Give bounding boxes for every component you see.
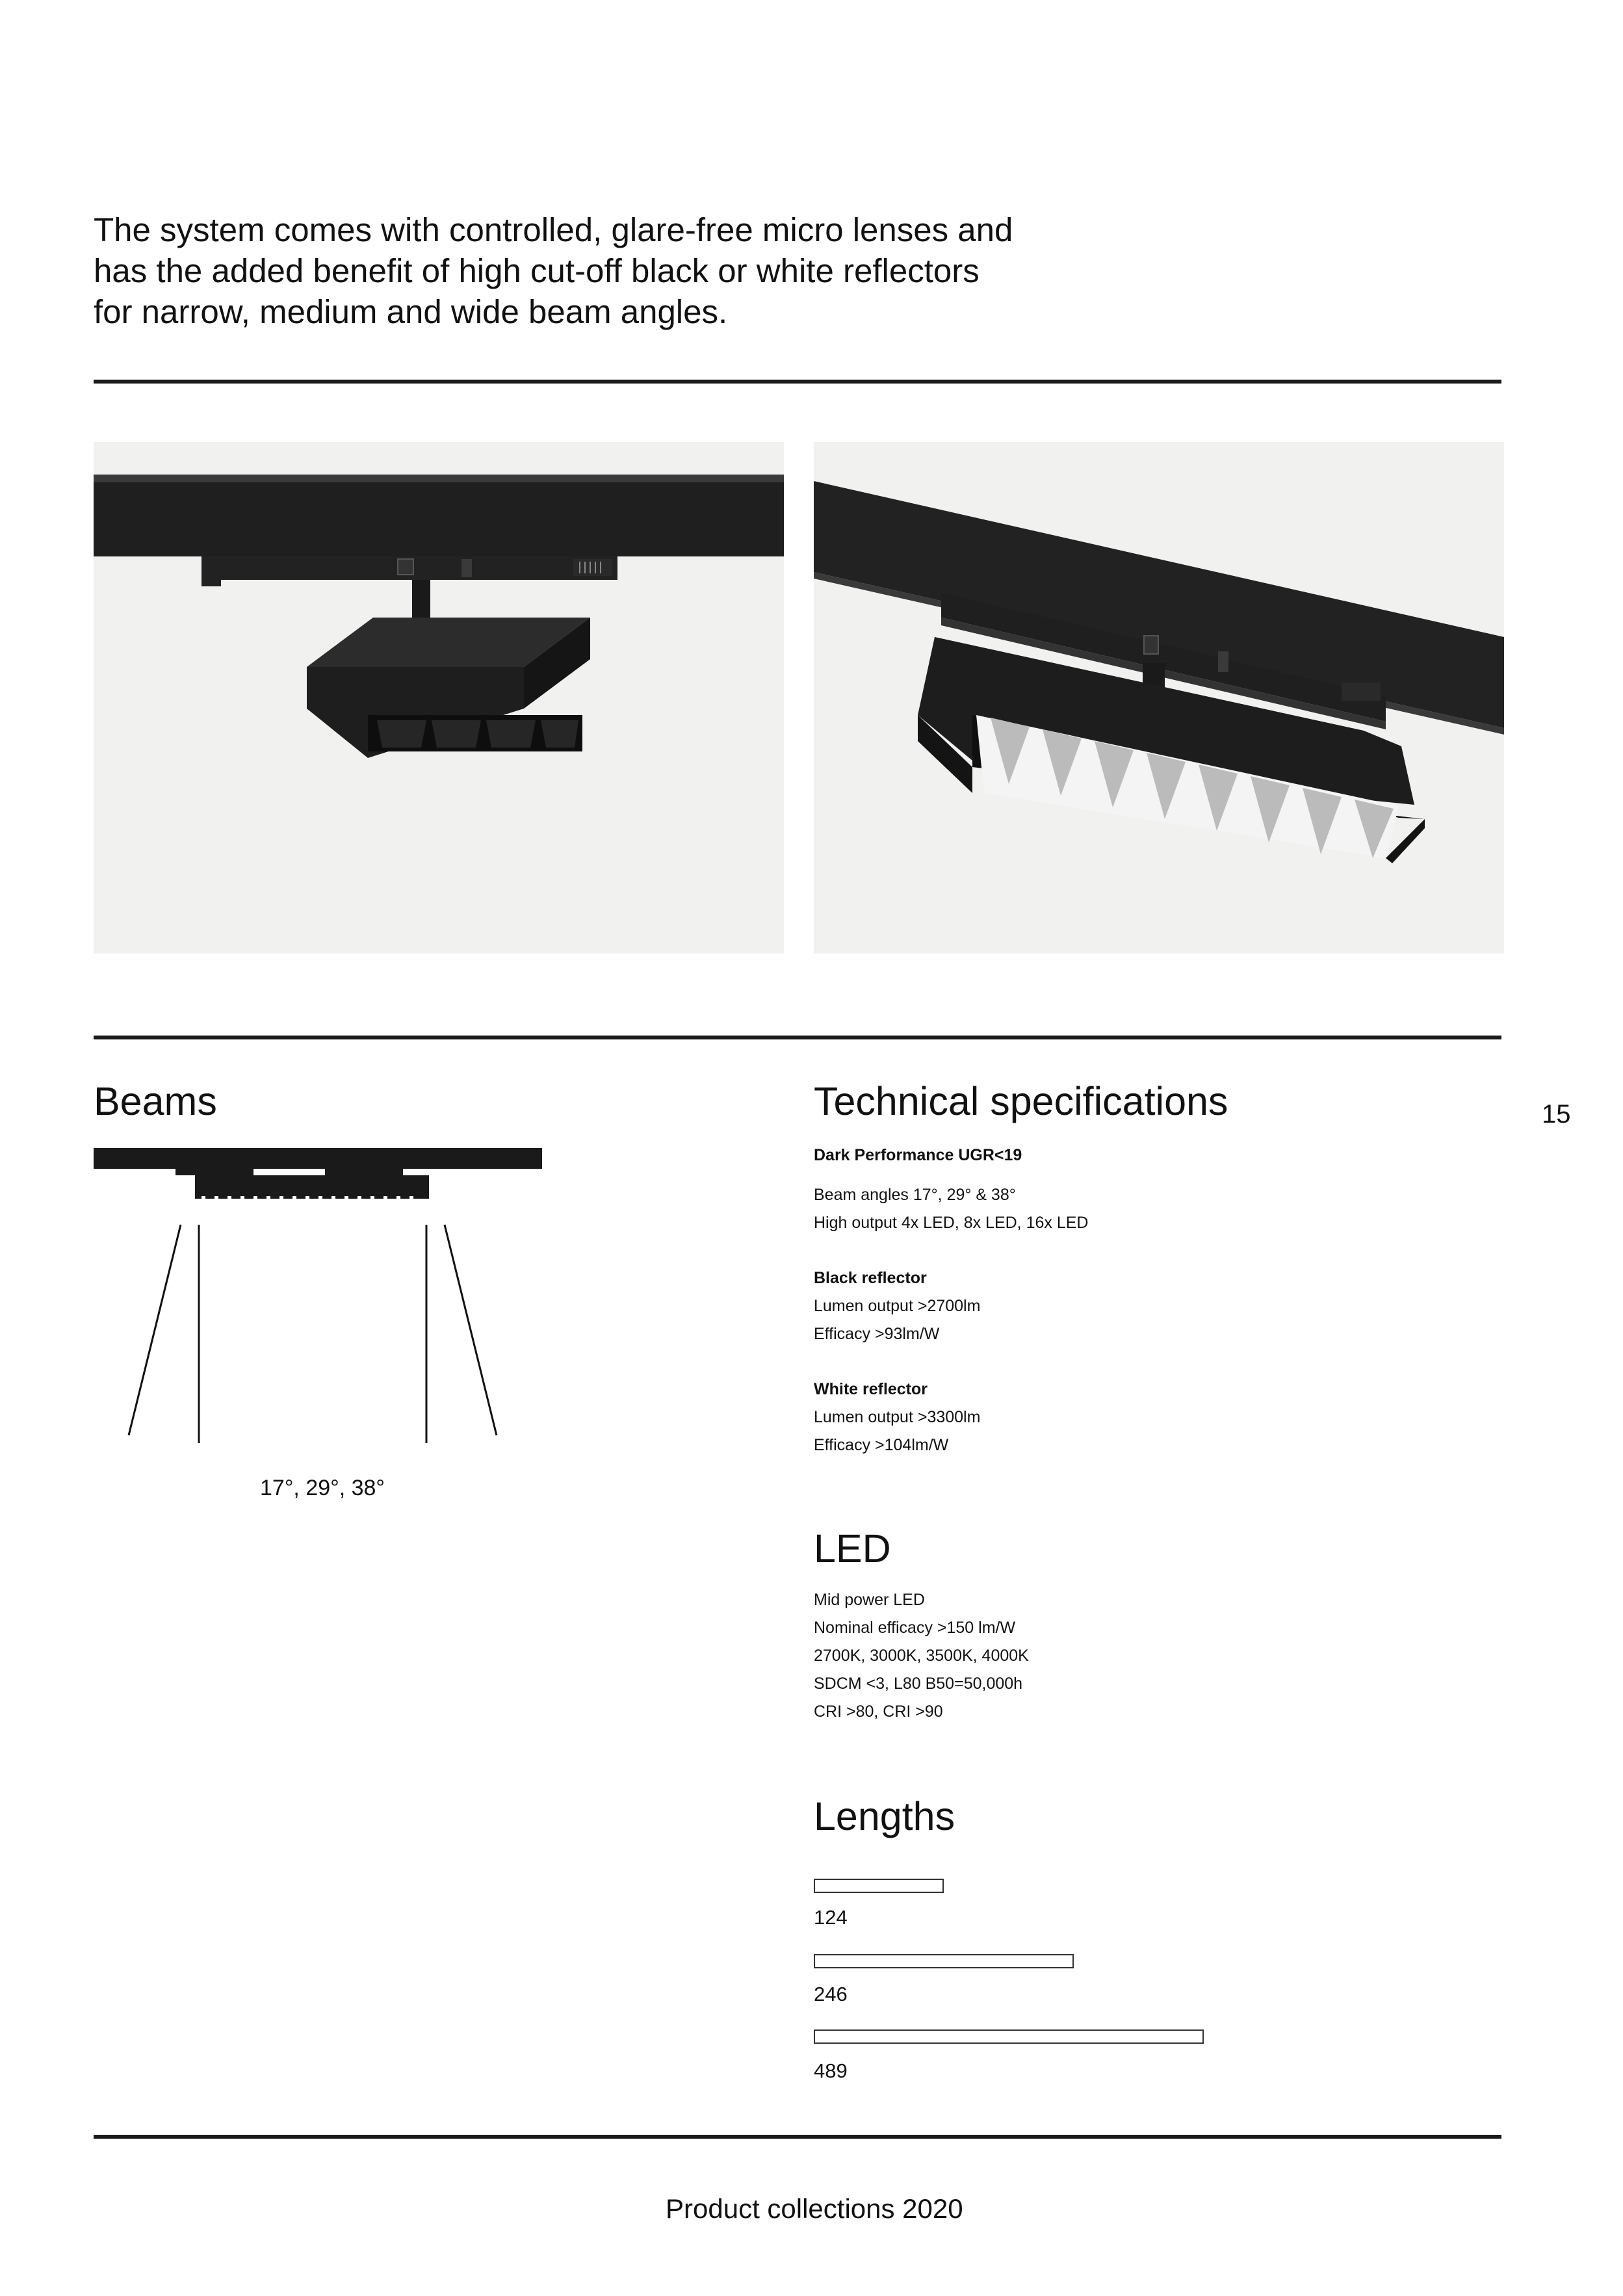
tech-specs-heading: Technical specifications [814,1079,1228,1123]
length-label: 246 [814,1983,848,2005]
led-heading: LED [814,1526,891,1571]
intro-paragraph [94,209,1199,332]
divider-top [94,380,1501,384]
black-reflector-title: Black reflector [814,1269,927,1287]
spec-line: Efficacy >104lm/W [814,1436,949,1454]
beam-angles-label: 17°, 29°, 38° [260,1476,385,1500]
spec-line: Efficacy >93lm/W [814,1325,940,1343]
led-line: SDCM <3, L80 B50=50,000h [814,1675,1023,1693]
led-line: Mid power LED [814,1591,925,1609]
beam-diagram [91,1144,552,1443]
intro-line: for narrow, medium and wide beam angles. [94,293,728,330]
page-number: 15 [1542,1100,1571,1128]
white-reflector-title: White reflector [814,1380,928,1398]
length-label: 124 [814,1906,848,1929]
length-bar-124 [814,1879,944,1893]
lengths-heading: Lengths [814,1794,955,1838]
tech-specs-block [814,1141,1088,1459]
product-photo-4-led [94,442,784,954]
length-bar-489 [814,2029,1204,2044]
footer-text: Product collections 2020 [666,2193,963,2224]
led-line: CRI >80, CRI >90 [814,1702,943,1721]
intro-line: has the added benefit of high cut-off black or white reflectors [94,252,980,289]
led-line: Nominal efficacy >150 lm/W [814,1619,1016,1637]
product-photo-8-led [814,442,1504,954]
spec-line: Lumen output >3300lm [814,1408,981,1426]
spec-line: Beam angles 17°, 29° & 38° [814,1186,1016,1204]
intro-line: The system comes with controlled, glare-free micro lenses and [94,211,1013,248]
spec-line: Lumen output >2700lm [814,1297,981,1315]
tech-subtitle: Dark Performance UGR<19 [814,1146,1022,1164]
length-bar-246 [814,1954,1074,1968]
divider-bottom [94,2135,1501,2139]
led-block [814,1586,1029,1726]
divider-middle [94,1036,1501,1039]
led-line: 2700K, 3000K, 3500K, 4000K [814,1647,1029,1665]
beams-heading: Beams [94,1079,217,1123]
length-label: 489 [814,2059,848,2082]
spotlight-illustration [94,442,784,954]
spotlight-illustration [814,442,1504,954]
spec-line: High output 4x LED, 8x LED, 16x LED [814,1214,1089,1232]
